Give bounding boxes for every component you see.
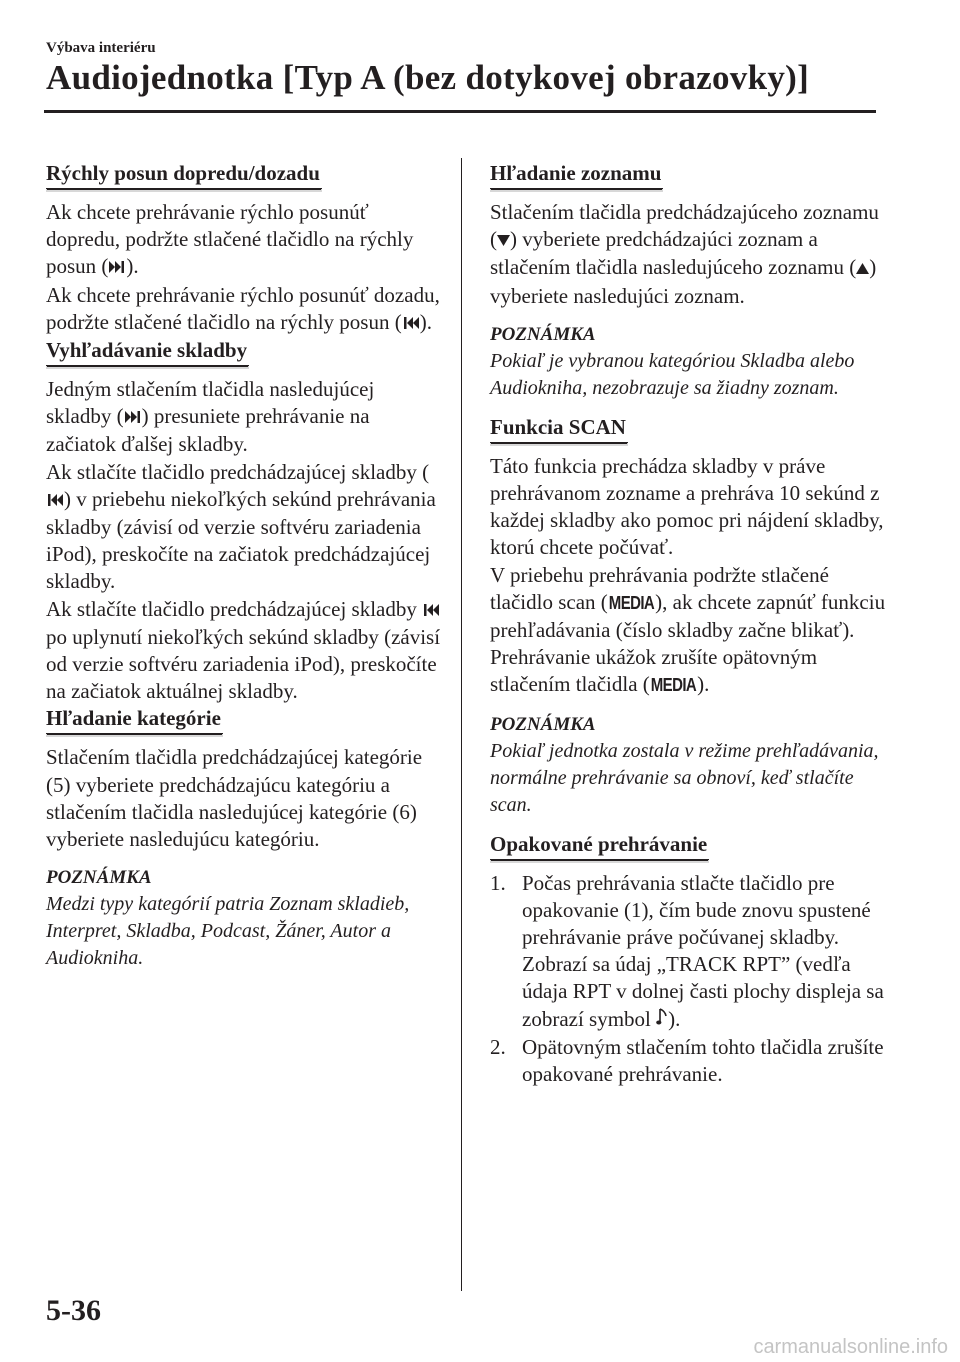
down-triangle-icon xyxy=(497,227,510,254)
paragraph xyxy=(490,199,888,310)
text-span: ). xyxy=(668,1006,681,1031)
paragraph: Stlačením tlačidla predchádzajúcej kategórie (5) vyberiete predchádzajúcu kategóriu a stlačením tlačidla nasledujúcej kategórie (6) vyberiete nasledujúcu kategóriu. xyxy=(46,745,423,852)
backward-skip-icon xyxy=(46,487,64,514)
section-list-search xyxy=(490,160,888,402)
step-number: 2. xyxy=(490,1034,506,1059)
list-item xyxy=(490,870,888,1034)
forward-skip-icon xyxy=(108,254,126,281)
note-text: Pokiaľ jednotka zostala v režime prehľadávania, normálne prehrávanie sa obnoví, keď stlačíte scan. xyxy=(490,739,879,816)
column-divider xyxy=(461,158,462,1291)
text-span: Opätovným stlačením tohto tlačidla zrušíte opakované prehrávanie. xyxy=(522,1034,884,1087)
text-span: Táto funkcia prechádza skladby v práve prehrávanom zozname a prehráva 10 sekúnd z každej skladby ako pomoc pri nájdení skladby, ktorú chcete počúvať. xyxy=(490,453,884,560)
media-button-label: MEDIA xyxy=(608,593,655,614)
section-heading: Hľadanie kategórie xyxy=(46,705,223,734)
text-span: V priebehu prehrávania podržte stlačené tlačidlo scan ( xyxy=(490,562,829,614)
list-item xyxy=(490,1034,888,1088)
text-span: ) presuniete prehrávanie na začiatok ďalšej skladby. xyxy=(46,404,370,457)
paragraph xyxy=(46,376,444,705)
step-number: 1. xyxy=(490,870,506,895)
up-triangle-icon xyxy=(856,255,869,282)
note-label: POZNÁMKA xyxy=(46,867,152,889)
section-heading: Opakované prehrávanie xyxy=(490,831,709,860)
section-repeat xyxy=(490,831,888,1089)
text-span: ). xyxy=(419,309,432,334)
text-span: Ak stlačíte tlačidlo predchádzajúcej skladby xyxy=(46,596,423,621)
text-span: Ak chcete prehrávanie rýchlo posunúť dopredu, podržte stlačené tlačidlo na rýchly posun ( xyxy=(46,200,414,279)
section-heading: Hľadanie zoznamu xyxy=(490,160,663,189)
paragraph xyxy=(490,453,888,700)
watermark: carmanualsonline.info xyxy=(753,1336,948,1358)
left-column xyxy=(46,160,444,984)
section-scan xyxy=(490,414,888,819)
text-span: ). xyxy=(697,672,710,697)
section-category-search xyxy=(46,705,444,972)
text-span: Ak chcete prehrávanie rýchlo posunúť dozadu, podržte stlačené tlačidlo na rýchly posun ( xyxy=(46,282,440,334)
section-label: Výbava interiéru xyxy=(46,40,156,56)
backward-skip-icon xyxy=(422,597,440,624)
section-track-search xyxy=(46,337,444,705)
section-heading: Funkcia SCAN xyxy=(490,414,628,443)
media-button-label: MEDIA xyxy=(650,675,697,697)
backward-skip-icon xyxy=(402,310,420,337)
text-span: Počas prehrávania stlačte tlačidlo pre opakovanie (1), čím bude znovu spustené prehrávanie práve počúvanej skladby. Zobrazí sa údaj „TRACK RPT” (vedľa údaja RPT v dolnej časti plochy displeja sa zobrazí symbol xyxy=(522,870,884,1031)
note-label: POZNÁMKA xyxy=(490,713,596,735)
paragraph xyxy=(46,199,444,337)
forward-skip-icon xyxy=(124,404,142,431)
text-span: ) v priebehu niekoľkých sekúnd prehrávania skladby (závisí od verzie softvéru zariadenia iPod), preskočíte na začiatok predchádzajúcej skladby. xyxy=(46,486,436,594)
note-label: POZNÁMKA xyxy=(490,323,596,345)
page-title: Audiojednotka [Typ A (bez dotykovej obrazovky)] xyxy=(46,58,810,97)
text-span: ) vyberiete nasledujúci zoznam. xyxy=(490,255,877,308)
text-span: po uplynutí niekoľkých sekúnd skladby (závisí od verzie softvéru zariadenia iPod), preskočíte na začiatok aktuálnej skladby. xyxy=(46,624,441,704)
steps-list xyxy=(490,870,888,1089)
text-span: Ak stlačíte tlačidlo predchádzajúcej skladby ( xyxy=(46,459,430,484)
music-note-icon xyxy=(656,1007,668,1034)
title-rule xyxy=(44,110,876,113)
right-column xyxy=(490,160,888,1088)
text-span: Stlačením tlačidla predchádzajúceho zoznamu ( xyxy=(490,200,879,252)
section-heading: Vyhľadávanie skladby xyxy=(46,337,249,366)
text-span: ), ak chcete zapnúť funkciu prehľadávania (číslo skladby začne blikať). Prehrávanie ukážok zrušíte opätovným stlačením tlačidla ( xyxy=(490,589,886,697)
note-text: Pokiaľ je vybranou kategóriou Skladba alebo Audiokniha, nezobrazuje sa žiadny zoznam. xyxy=(490,349,855,399)
text-span: ) vyberiete predchádzajúci zoznam a stlačením tlačidla nasledujúceho zoznamu ( xyxy=(490,227,857,280)
section-heading: Rýchly posun dopredu/dozadu xyxy=(46,160,322,189)
section-fast-forward xyxy=(46,160,444,337)
text-span: ). xyxy=(126,254,139,279)
note-text: Medzi typy kategórií patria Zoznam skladieb, Interpret, Skladba, Podcast, Žáner, Autor a Audiokniha. xyxy=(46,893,410,970)
page-number: 5-36 xyxy=(46,1294,101,1327)
text-span: Jedným stlačením tlačidla nasledujúcej skladby ( xyxy=(46,377,375,429)
